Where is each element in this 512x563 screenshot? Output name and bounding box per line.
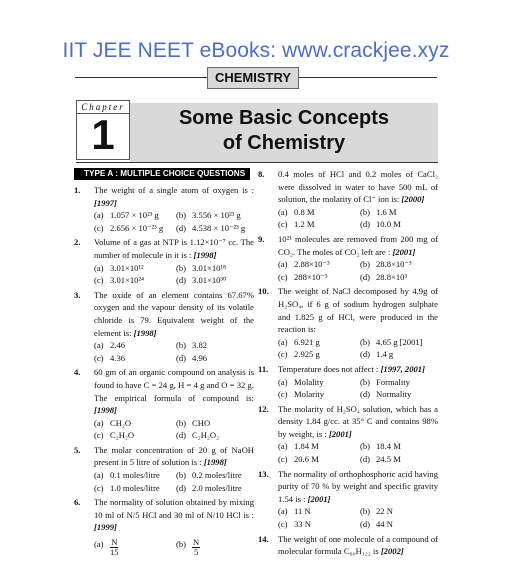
answer-option [94,417,172,430]
option-grid [278,376,438,401]
option-label: (a) [94,539,104,550]
option-grid [278,505,438,530]
option-label: (d) [360,349,371,360]
option-label: (d) [360,271,371,282]
chapter-number: 1 [91,111,115,158]
answer-option [360,218,438,231]
answer-option [360,258,438,271]
option-value: 22 N [376,506,393,517]
question-number: 5. [74,444,81,455]
option-value: 3.01×10¹⁸ [192,262,227,273]
option-value: 1.0 moles/litre [110,482,160,493]
answer-option [94,469,172,482]
answer-option [94,352,172,365]
answer-option [94,262,172,275]
answer-option [278,218,356,231]
question-text: The molar concentration of 20 g of NaOH present in 5 litre of solution is : [1998] [94,444,254,468]
option-label: (b) [360,336,371,347]
option-value: Normality [376,389,412,400]
option-grid [278,440,438,465]
option-label: (d) [176,352,187,363]
answer-option [278,348,356,361]
answer-option [360,505,438,518]
question-item [258,168,438,231]
option-value: 10.0 M [376,219,401,230]
option-value: C₂H₂O [110,430,135,441]
subject-label: CHEMISTRY [207,67,299,89]
answer-option [278,505,356,518]
option-label: (b) [176,210,187,221]
question-number: 2. [74,237,81,248]
option-value: CHO [192,417,211,428]
question-item [258,363,438,401]
answer-option [176,222,254,235]
option-label: (b) [360,206,371,217]
option-value: 1.4 g [376,349,394,360]
option-grid [278,258,438,283]
question-item [74,289,254,365]
option-label: (c) [94,275,104,286]
answer-option [360,348,438,361]
year-tag: [2000] [401,194,425,205]
option-value: CH₂O [110,417,132,428]
option-label: (a) [94,262,104,273]
option-label: (c) [278,219,288,230]
option-label: (b) [360,441,371,452]
answer-option [94,429,172,442]
option-value: 0.1 moles/litre [110,470,160,481]
answer-option [94,534,172,561]
option-label: (b) [176,470,187,481]
year-tag: [1999] [94,522,117,533]
answer-option [278,376,356,389]
question-item [258,233,438,283]
answer-option [360,206,438,219]
option-value: 3.01×10²⁴ [110,275,145,286]
option-fraction-num: N [193,537,200,548]
question-item [74,184,254,234]
chapter-rule [76,162,438,163]
option-label: (d) [360,454,371,465]
question-text: 0.4 moles of HCl and 0.2 moles of CaCl₂ were dissolved in water to have 500 mL of solution, the molarity of Cl⁻ ion is: [2000] [278,169,438,205]
option-value: 1.057 × 10²³ g [110,210,159,221]
answer-option [94,209,172,222]
option-label: (c) [94,482,104,493]
option-value: 18.4 M [376,441,401,452]
answer-option [176,469,254,482]
option-value: 2.46 [110,340,126,351]
question-number: 3. [74,289,81,300]
option-label: (c) [278,389,288,400]
year-tag: [2001] [307,493,331,504]
right-column [258,168,438,560]
option-grid [94,534,254,561]
option-label: (a) [278,441,288,452]
left-column [74,168,254,563]
option-grid [94,262,254,287]
answer-option [360,518,438,531]
question-text: 60 gm of an organic compound on analysis is found to have C = 24 g, H = 4 g and O = 32 g. The empirical formula of compound is: [1998] [94,367,254,416]
answer-option [176,209,254,222]
answer-option [360,271,438,284]
year-tag: [2001] [328,428,352,439]
left-question-list [74,184,254,561]
option-label: (b) [176,262,187,273]
option-label: (d) [360,519,371,530]
option-grid [278,206,438,231]
option-label: (c) [94,430,104,441]
option-label: (b) [360,259,371,270]
option-fraction-num: N [111,537,118,548]
question-text: Temperature does not affect : [1997, 2001] [278,363,425,374]
option-fraction [192,538,200,557]
option-fraction [110,538,119,557]
year-tag: [2002] [380,546,404,557]
answer-option [176,262,254,275]
option-value: 2.925 g [294,349,320,360]
year-tag: [1998] [94,405,117,416]
option-label: (d) [360,219,371,230]
option-label: (d) [360,389,371,400]
answer-option [176,339,254,352]
option-value: 3.01×10³⁰ [192,275,227,286]
option-value: 20.6 M [294,454,319,465]
question-text: 10²¹ molecules are removed from 200 mg of CO₂. The moles of CO₂ left are : [2001] [278,233,438,257]
answer-option [176,274,254,287]
question-item [74,496,254,561]
option-value: 11 N [294,506,311,517]
option-value: Formality [376,376,410,387]
option-grid [94,417,254,442]
answer-option [278,453,356,466]
option-value: 44 N [376,519,393,530]
question-item [258,285,438,361]
option-value: 24.5 M [376,454,401,465]
right-question-list [258,168,438,558]
option-label: (d) [176,275,187,286]
answer-option [360,376,438,389]
question-text: The oxide of an element contains 67.67% oxygen and the vapour density of its volatile chloride is 79. Equivalent weight of the element is: [1998] [94,289,254,338]
answer-option [360,336,438,349]
chapter-title [130,106,438,156]
year-tag: [1998] [193,249,217,260]
chapter-title-line1: Some Basic Concepts [178,107,390,129]
option-label: (c) [94,352,104,363]
option-value: C₂H₂O₂ [192,430,220,441]
chapter-title-line2: of Chemistry [222,132,346,154]
section-heading: TYPE A : MULTIPLE CHOICE QUESTIONS [74,168,250,180]
year-tag: [1998] [133,327,157,338]
question-number: 4. [74,367,81,378]
option-label: (c) [94,222,104,233]
option-label: (a) [278,376,288,387]
answer-option [94,339,172,352]
option-label: (b) [176,539,187,550]
option-value: 3.01×10¹² [110,262,144,273]
option-label: (a) [94,340,104,351]
option-value: 288×10⁻³ [294,271,328,282]
option-value: 6.921 g [294,336,320,347]
option-fraction-den: 15 [110,547,119,558]
option-label: (c) [278,519,288,530]
option-label: (c) [278,454,288,465]
option-value: 0.8 M [294,206,315,217]
question-item [74,236,254,286]
chapter-box [76,100,130,160]
option-label: (d) [176,222,187,233]
option-grid [278,336,438,361]
answer-option [278,518,356,531]
question-text: The normality of solution obtained by mixing 10 ml of N/5 HCl and 30 ml of N/10 HCl is : [1999] [94,497,254,533]
question-number: 9. [258,233,265,244]
answer-option [360,440,438,453]
option-label: (a) [94,210,104,221]
question-number: 11. [258,363,269,374]
option-value: 2.88×10⁻³ [294,259,330,270]
option-label: (a) [278,336,288,347]
answer-option [176,417,254,430]
option-label: (b) [360,376,371,387]
chapter-word: Chapter [77,101,129,114]
option-label: (b) [360,506,371,517]
answer-option [278,271,356,284]
question-item [74,366,254,442]
question-number: 1. [74,185,81,195]
question-item [258,403,438,466]
option-value: 3.556 × 10²³ g [192,210,241,221]
question-text: The molarity of H₂SO₄ solution, which has a density 1.84 g/cc. at 35° C and contains 98% by weight, is : [2001] [278,403,438,439]
option-value: 4.36 [110,352,126,363]
question-number: 6. [74,497,81,508]
answer-option [278,206,356,219]
option-grid [94,209,254,234]
option-value: Molality [294,376,324,387]
year-tag: [2001] [392,246,416,257]
option-value: 4.538 × 10⁻²³ g [192,222,246,233]
option-value: 1.6 M [376,206,397,217]
answer-option [278,336,356,349]
option-label: (a) [278,206,288,217]
question-text: The weight of NaCl decomposed by 4.9g of H₂SO₄, if 6 g of sodium hydrogen sulphate and 1.825 g of HCl, were produced in the reaction is: [278,286,438,335]
option-label: (a) [94,470,104,481]
option-grid [94,469,254,494]
question-number: 8. [258,169,265,179]
answer-option [176,429,254,442]
option-value: 28.8×10⁻³ [376,259,412,270]
answer-option [94,482,172,495]
question-text: Volume of a gas at NTP is 1.12×10⁻⁷ cc. The number of molecule in it is : [1998] [94,237,254,260]
question-item [74,444,254,494]
option-value: 4.96 [192,352,208,363]
option-value: 1.84 M [294,441,319,452]
question-text: The weight of a single atom of oxygen is : [1997] [94,185,254,208]
option-value: 0.2 moles/litre [192,470,242,481]
question-text: The weight of one molecule of a compound of molecular formula C₆₀H₁₂₂ is [2002] [278,533,438,557]
question-number: 13. [258,468,269,479]
question-number: 14. [258,533,269,544]
question-number: 10. [258,286,269,297]
option-label: (a) [94,417,104,428]
option-label: (b) [176,340,187,351]
question-item [258,468,438,531]
option-label: (b) [176,417,187,428]
option-value: Molarity [294,389,325,400]
option-value: 4.65 g [2001] [376,336,423,347]
answer-option [360,453,438,466]
option-label: (d) [176,430,187,441]
year-tag: [1997] [94,197,117,208]
option-label: (c) [278,271,288,282]
option-label: (c) [278,349,288,360]
answer-option [176,352,254,365]
question-item [258,533,438,558]
option-value: 28.8×10³ [376,271,408,282]
answer-option [94,274,172,287]
option-value: 1.2 M [294,219,315,230]
answer-option [278,258,356,271]
option-label: (a) [278,259,288,270]
option-value: 33 N [294,519,311,530]
answer-option [176,482,254,495]
option-value: 2.0 moles/litre [192,482,242,493]
option-grid [94,339,254,364]
option-value: 2.656 × 10⁻²³ g [110,222,164,233]
question-number: 12. [258,403,269,414]
answer-option [176,534,254,561]
option-label: (a) [278,506,288,517]
ebook-banner: IIT JEE NEET eBooks: www.crackjee.xyz [62,39,450,62]
answer-option [278,388,356,401]
question-text: The normality of orthophosphoric acid having purity of 70 % by weight and specific gravity 1.54 is : [2001] [278,468,438,504]
answer-option [278,440,356,453]
year-tag: [1998] [203,457,227,468]
option-value: 3.82 [192,340,208,351]
answer-option [94,222,172,235]
year-tag: [1997, 2001] [380,363,425,374]
option-label: (d) [176,482,187,493]
option-fraction-den: 5 [193,547,199,558]
answer-option [360,388,438,401]
